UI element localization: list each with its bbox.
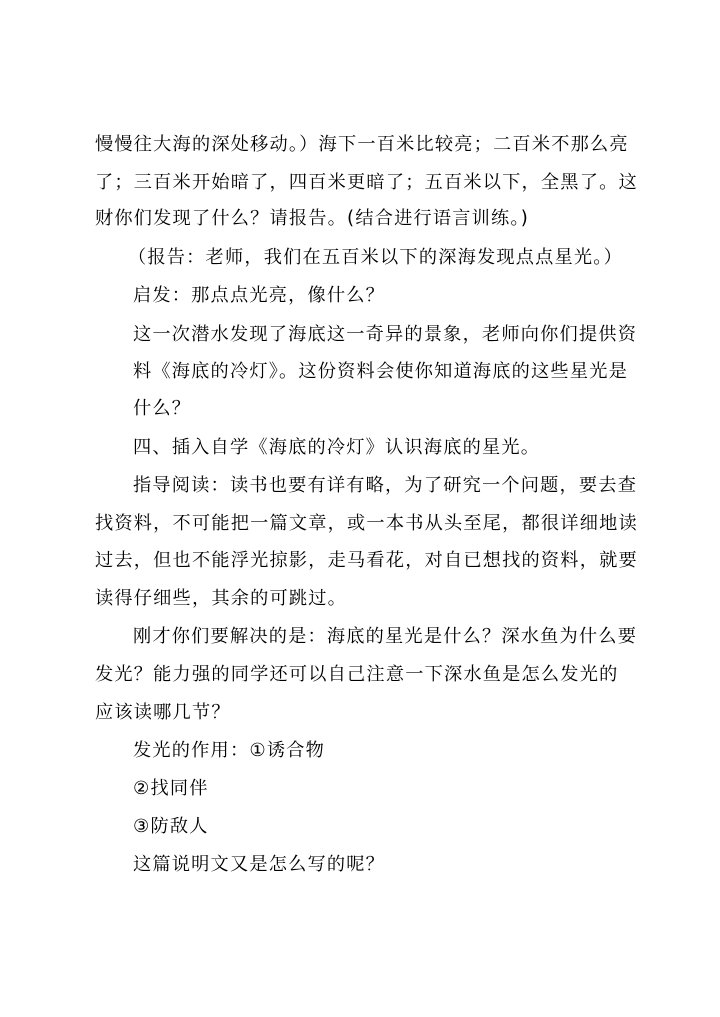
text-line: 财你们发现了什么？请报告。(结合进行语言训练。) [95, 208, 530, 229]
text-line: 找资料，不可能把一篇文章，或一本书从头至尾，都很详细地读 [95, 513, 638, 534]
text-line: 读得仔细些，其余的可跳过。 [95, 588, 348, 609]
text-line: 料《海底的冷灯》。这份资料会使你知道海底的这些星光是 [133, 361, 628, 382]
text-line: 了；三百米开始暗了，四百米更暗了；五百米以下，全黑了。这 [95, 172, 638, 193]
text-line: 启发：那点点光亮，像什么？ [133, 285, 386, 306]
text-line: 这一次潜水发现了海底这一奇异的景象，老师向你们提供资 [133, 324, 638, 345]
text-line: 过去，但也不能浮光掠影，走马看花，对自已想找的资料，就要 [95, 550, 638, 571]
text-line: ③防敌人 [133, 816, 209, 837]
text-line: ②找同伴 [133, 778, 209, 799]
text-line: 发光的作用：①诱合物 [133, 740, 325, 761]
text-line: 指导阅读：读书也要有详有略，为了研究一个问题，要去查 [133, 475, 638, 496]
text-line: 什么？ [133, 398, 192, 419]
text-line: 刚才你们要解决的是：海底的星光是什么？深水鱼为什么要 [133, 626, 638, 647]
text-line: 应该读哪几节？ [95, 702, 231, 723]
text-line: （报告：老师，我们在五百米以下的深海发现点点星光。） [128, 247, 623, 268]
text-line: 这篇说明文又是怎么写的呢？ [133, 854, 386, 875]
text-line: 慢慢往大海的深处移动。）海下一百米比较亮；二百米不那么亮 [95, 134, 629, 155]
text-line: 四、插入自学《海底的冷灯》认识海底的星光。 [133, 437, 541, 458]
text-line: 发光？能力强的同学还可以自己注意一下深水鱼是怎么发光的 [95, 664, 619, 685]
